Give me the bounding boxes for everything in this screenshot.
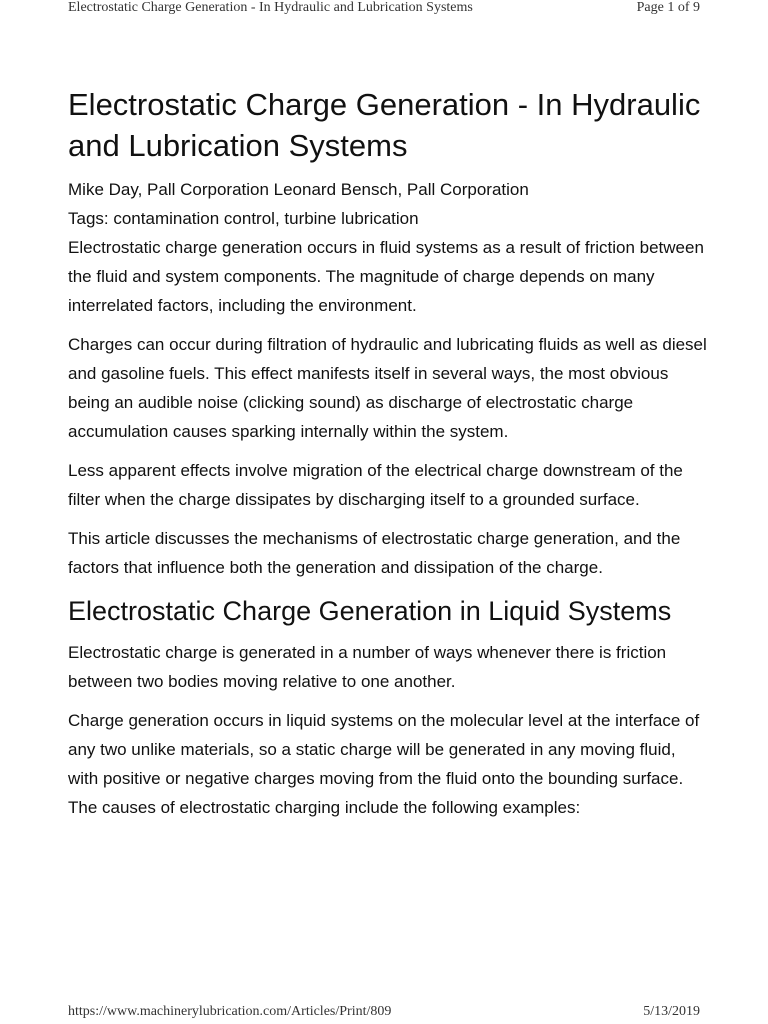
paragraph: Charges can occur during filtration of hydraulic and lubricating fluids as well as diesel and gasoline fuels. This effect manifests itself in several ways, the most obvious being an audible noise (clicking sound) as discharge of electrostatic charge accumulation causes sparking internally within the system.: [68, 335, 707, 441]
section-heading: Electrostatic Charge Generation in Liquid Systems: [68, 596, 672, 626]
running-footer: [68, 1004, 700, 1024]
print-date: 5/13/2019: [643, 1004, 700, 1019]
paragraph: Electrostatic charge is generated in a number of ways whenever there is friction between two bodies moving relative to one another.: [68, 643, 667, 691]
article-title: Electrostatic Charge Generation - In Hydraulic and Lubrication Systems: [68, 87, 701, 163]
paragraph: Charge generation occurs in liquid systems on the molecular level at the interface of any two unlike materials, so a static charge will be generated in any moving fluid, with positive or negative charges moving from the fluid onto the bounding surface. The causes of electrostatic charging include the following examples:: [68, 711, 700, 817]
source-url: https://www.machinerylubrication.com/Articles/Print/809: [68, 1004, 392, 1019]
paragraph: This article discusses the mechanisms of electrostatic charge generation, and the factors that influence both the generation and dissipation of the charge.: [68, 529, 681, 577]
article-tags: Tags: contamination control, turbine lubrication: [68, 209, 419, 228]
header-title: Electrostatic Charge Generation - In Hydraulic and Lubrication Systems: [68, 0, 473, 15]
article-authors: Mike Day, Pall Corporation Leonard Bensch, Pall Corporation: [68, 180, 529, 199]
article-content: [68, 84, 708, 832]
paragraph: Electrostatic charge generation occurs in fluid systems as a result of friction between the fluid and system components. The magnitude of charge depends on many interrelated factors, including the environment.: [68, 238, 704, 315]
running-header: [68, 0, 700, 22]
paragraph: Less apparent effects involve migration of the electrical charge downstream of the filter when the charge dissipates by discharging itself to a grounded surface.: [68, 461, 683, 509]
page-indicator: Page 1 of 9: [636, 0, 700, 15]
